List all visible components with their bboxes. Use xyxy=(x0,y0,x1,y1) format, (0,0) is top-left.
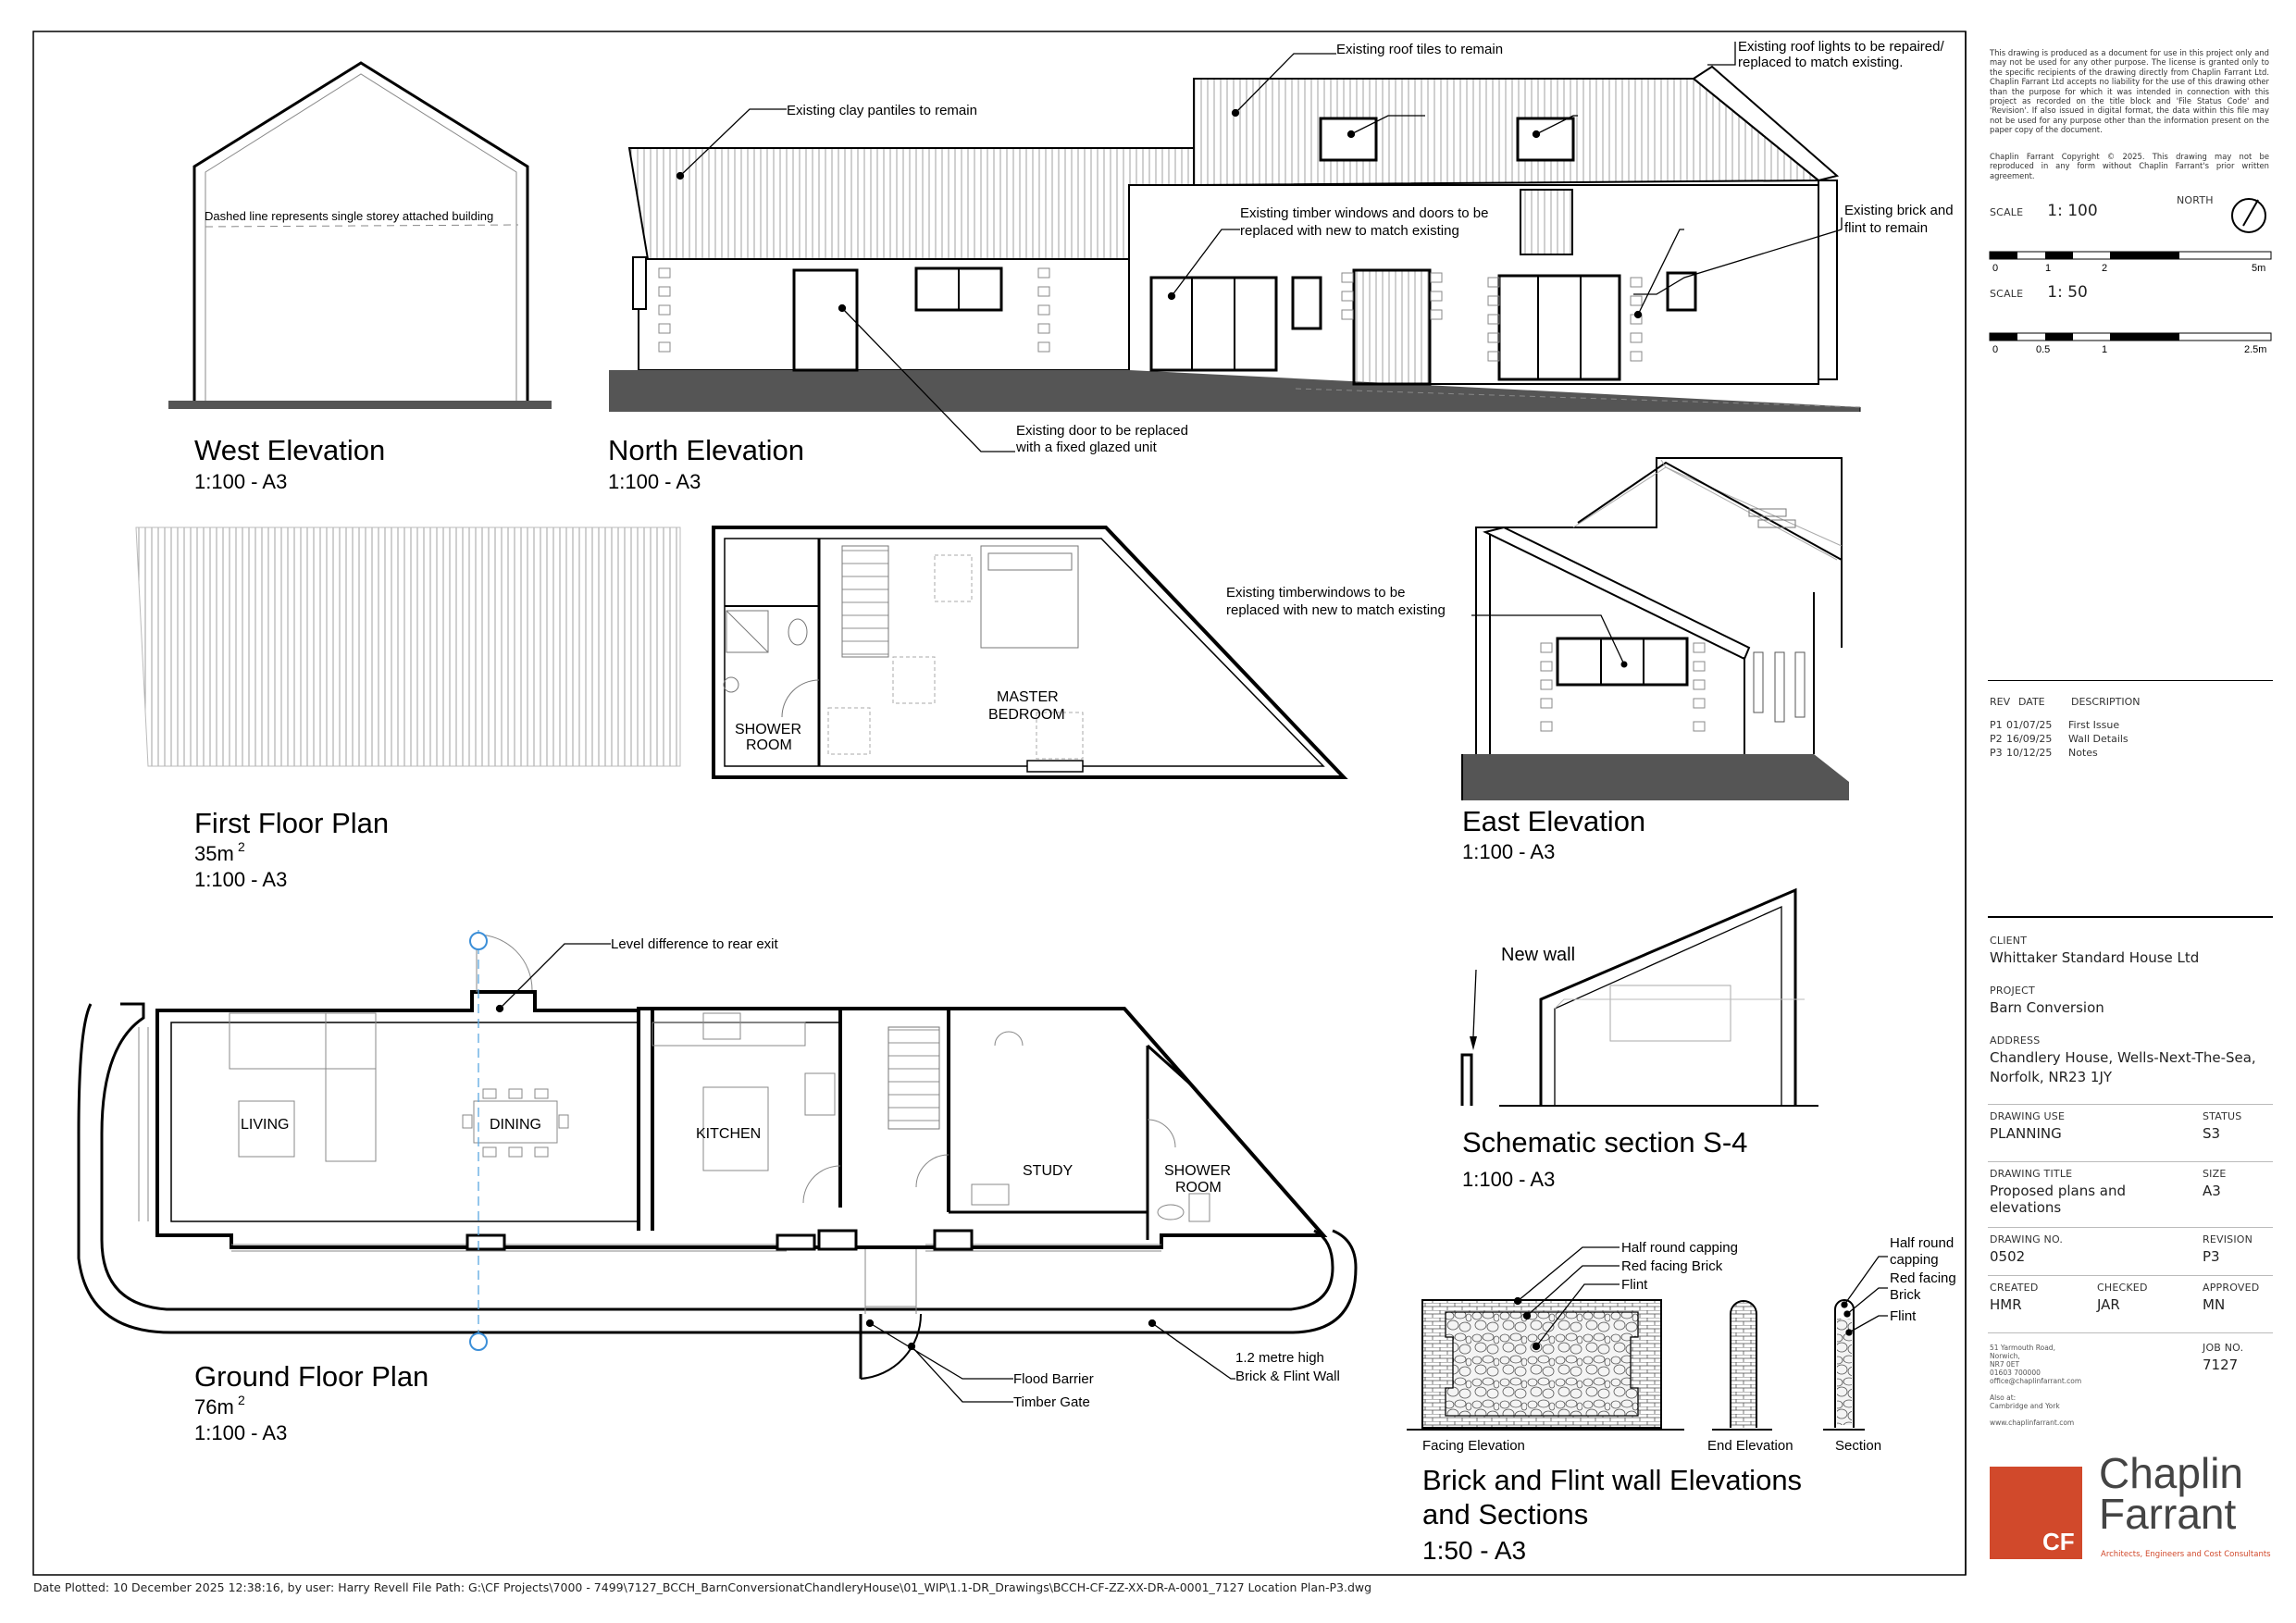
logo-mark: CF xyxy=(2042,1528,2075,1555)
client-value: Whittaker Standard House Ltd xyxy=(1990,949,2200,966)
project-block xyxy=(1990,985,2104,1016)
use-block xyxy=(1990,1110,2065,1142)
status-label: STATUS xyxy=(2203,1110,2242,1122)
east-elevation xyxy=(1226,458,1849,863)
bar1-tick-2: 2 xyxy=(2102,263,2108,274)
west-elevation xyxy=(168,63,552,493)
size-block xyxy=(2203,1168,2227,1199)
north-label-block xyxy=(2177,190,2214,207)
bf-section: Section xyxy=(1835,1438,1882,1454)
first-floor-area: 35m xyxy=(194,842,234,865)
ground-floor-area: 76m xyxy=(194,1395,234,1419)
disclaimer: This drawing is produced as a document for use in this project only and may not be used for any other purpose. The license is granted only to the specific recipients of the drawing directly from Chaplin Farrant Ltd. Chaplin Farrant Ltd accepts no liability for the use of this drawing other than the purpose for which it was intended in connection with this project as recorded on the title block and 'File Status Code' and 'Revision'. If also issued in digital format, the data within this file may not be used for any purpose other than the information present on the paper copy of the document. xyxy=(1990,48,2269,135)
created-value: HMR xyxy=(1990,1296,2022,1313)
ground-floor-scale: 1:100 - A3 xyxy=(194,1421,288,1444)
scale-bars xyxy=(1990,252,2271,355)
approved-block xyxy=(2203,1282,2259,1313)
checked-value: JAR xyxy=(2097,1296,2120,1313)
jobno-label: JOB NO. xyxy=(2203,1342,2244,1354)
scale2-label: SCALE xyxy=(1990,288,2024,300)
schematic-title: Schematic section S-4 xyxy=(1462,1126,1748,1158)
address-block xyxy=(1990,1035,2256,1085)
east-note-1: Existing timberwindows to be xyxy=(1226,585,1406,601)
office-line: Also at: xyxy=(1990,1394,2017,1402)
project-label: PROJECT xyxy=(1990,985,2035,997)
jobno-value: 7127 xyxy=(2203,1357,2239,1373)
note-brick-2: flint to remain xyxy=(1844,220,1929,236)
bf-cap-b: capping xyxy=(1890,1252,1939,1268)
ground-floor-title: Ground Floor Plan xyxy=(194,1360,429,1393)
note-wall-1: 1.2 metre high xyxy=(1235,1350,1324,1366)
office-line: Cambridge and York xyxy=(1990,1402,2060,1410)
bar1-tick-3: 5m xyxy=(2252,263,2266,274)
dtitle-line-1: Proposed plans and xyxy=(1990,1183,2127,1199)
east-note-2: replaced with new to match existing xyxy=(1226,602,1446,618)
rev-2-date: 16/09/25 xyxy=(2006,733,2053,745)
bf-red-b: Brick xyxy=(1890,1287,1921,1303)
scale1-label: SCALE xyxy=(1990,206,2024,218)
first-floor-plan xyxy=(136,527,1344,891)
note-timber-2: replaced with new to match existing xyxy=(1240,223,1459,239)
bf-title-1: Brick and Flint wall Elevations xyxy=(1422,1464,1803,1496)
approved-value: MN xyxy=(2203,1296,2226,1313)
note-brick-1: Existing brick and xyxy=(1844,203,1954,218)
bf-red-a: Red facing xyxy=(1890,1270,1956,1286)
note-wall-2: Brick & Flint Wall xyxy=(1235,1369,1340,1384)
north-elevation-title: North Elevation xyxy=(608,434,804,466)
created-label: CREATED xyxy=(1990,1282,2039,1294)
status-value: S3 xyxy=(2203,1125,2221,1142)
rev-header-desc: DESCRIPTION xyxy=(2071,696,2141,708)
dno-block xyxy=(1990,1233,2063,1265)
note-roof-lights-1: Existing roof lights to be repaired/ xyxy=(1738,39,1944,55)
dno-label: DRAWING NO. xyxy=(1990,1233,2064,1245)
first-floor-area-sup: 2 xyxy=(238,839,245,854)
rev-3-rev: P3 xyxy=(1990,747,2003,759)
dtitle-label: DRAWING TITLE xyxy=(1990,1168,2073,1180)
rev-2-rev: P2 xyxy=(1990,733,2003,745)
scale2-value: 1: 50 xyxy=(2047,283,2088,302)
gf-study-label: STUDY xyxy=(1023,1163,1074,1179)
client-block xyxy=(1990,935,2199,966)
north-label: NORTH xyxy=(2177,194,2214,206)
plot-footer: Date Plotted: 10 December 2025 12:38:16, by user: Harry Revell File Path: G:\CF Projects\7000 - 7499\7127_BCCH_BarnConversionatChandleryHouse\01_WIP\1.1-DR_Drawings\BCCH-CF-ZZ-XX-DR-A-0001_7127 Location Plan-P3.dwg xyxy=(33,1580,1372,1594)
logo-line-1: Chaplin xyxy=(2099,1449,2243,1497)
checked-label: CHECKED xyxy=(2097,1282,2148,1294)
west-dashed-note: Dashed line represents single storey attached building xyxy=(205,209,494,223)
bar2-tick-2: 1 xyxy=(2102,344,2108,355)
note-flood: Flood Barrier xyxy=(1013,1371,1094,1387)
jobno-block xyxy=(2203,1342,2243,1373)
rev-header-date: DATE xyxy=(2018,696,2045,708)
office-line: Norwich, xyxy=(1990,1352,2020,1360)
size-label: SIZE xyxy=(2203,1168,2227,1180)
gf-living-label: LIVING xyxy=(241,1117,290,1133)
gf-shower-label-2: ROOM xyxy=(1175,1180,1222,1196)
status-block xyxy=(2203,1110,2241,1142)
dno-value: 0502 xyxy=(1990,1248,2026,1265)
gf-kitchen-label: KITCHEN xyxy=(696,1126,762,1142)
west-elevation-scale: 1:100 - A3 xyxy=(194,470,288,493)
office-line: office@chaplinfarrant.com xyxy=(1990,1377,2082,1385)
north-arrow-icon xyxy=(2232,199,2265,232)
bf-capping: Half round capping xyxy=(1621,1240,1738,1256)
note-roof-tiles: Existing roof tiles to remain xyxy=(1336,42,1504,57)
ground-floor-area-sup: 2 xyxy=(238,1393,245,1407)
ff-shower-label-1: SHOWER xyxy=(735,722,801,737)
scale2-block xyxy=(1990,283,2088,302)
gf-shower-label-1: SHOWER xyxy=(1164,1163,1231,1179)
ground-floor-plan xyxy=(79,930,1356,1444)
first-floor-scale: 1:100 - A3 xyxy=(194,868,288,891)
bar2-tick-3: 2.5m xyxy=(2244,344,2267,355)
ff-master-label-2: BEDROOM xyxy=(988,707,1065,723)
project-value: Barn Conversion xyxy=(1990,999,2104,1016)
note-roof-lights-2: replaced to match existing. xyxy=(1738,55,1904,70)
use-value: PLANNING xyxy=(1990,1125,2062,1142)
bf-end: End Elevation xyxy=(1707,1438,1793,1454)
bf-cap-a: Half round xyxy=(1890,1235,1955,1251)
bf-title-2: and Sections xyxy=(1422,1498,1589,1530)
client-label: CLIENT xyxy=(1990,935,2028,947)
address-line-1: Chandlery House, Wells-Next-The-Sea, xyxy=(1990,1049,2256,1066)
rev-1-desc: First Issue xyxy=(2068,719,2120,731)
address-line-2: Norfolk, NR23 1JY xyxy=(1990,1069,2113,1085)
west-elevation-title: West Elevation xyxy=(194,434,386,466)
rev-header-rev: REV xyxy=(1990,696,2011,708)
approved-label: APPROVED xyxy=(2203,1282,2260,1294)
bf-scale: 1:50 - A3 xyxy=(1422,1536,1527,1565)
use-label: DRAWING USE xyxy=(1990,1110,2066,1122)
scale1-block xyxy=(1990,202,2098,220)
bf-flint-b: Flint xyxy=(1890,1308,1917,1324)
logo-wordmark xyxy=(2099,1449,2243,1538)
rev-1-rev: P1 xyxy=(1990,719,2003,731)
revision-label: REVISION xyxy=(2203,1233,2253,1245)
new-wall-note: New wall xyxy=(1501,945,1576,965)
rev-3-date: 10/12/25 xyxy=(2006,747,2053,759)
copyright: Chaplin Farrant Copyright © 2025. This drawing may not be reproduced in any form without Chaplin Farrant's prior written agreement. xyxy=(1990,152,2269,180)
logo xyxy=(1990,1467,2082,1559)
east-elevation-scale: 1:100 - A3 xyxy=(1462,840,1556,863)
revision-block xyxy=(2203,1233,2253,1265)
bar2-tick-0: 0 xyxy=(1992,344,1999,355)
size-value: A3 xyxy=(2203,1183,2221,1199)
rev-3-desc: Notes xyxy=(2068,747,2098,759)
logo-tagline: Architects, Engineers and Cost Consultants xyxy=(2101,1550,2271,1559)
logo-line-2: Farrant xyxy=(2099,1490,2237,1538)
note-timber-1: Existing timber windows and doors to be xyxy=(1240,205,1489,221)
note-door-1: Existing door to be replaced xyxy=(1016,423,1188,439)
created-block xyxy=(1990,1282,2039,1313)
gf-dining-label: DINING xyxy=(490,1117,541,1133)
address-label: ADDRESS xyxy=(1990,1035,2041,1047)
ff-shower-label-2: ROOM xyxy=(746,737,792,753)
north-elevation xyxy=(608,39,1954,493)
ff-master-label-1: MASTER xyxy=(997,689,1059,705)
bf-facing: Facing Elevation xyxy=(1422,1438,1525,1454)
bar1-tick-0: 0 xyxy=(1992,263,1999,274)
brick-flint-details xyxy=(1407,1235,1956,1565)
office-website: www.chaplinfarrant.com xyxy=(1990,1419,2075,1427)
bar2-tick-1: 0.5 xyxy=(2036,344,2051,355)
note-pantiles: Existing clay pantiles to remain xyxy=(787,103,977,118)
rev-2-desc: Wall Details xyxy=(2068,733,2128,745)
schematic-section xyxy=(1462,890,1818,1191)
dtitle-line-2: elevations xyxy=(1990,1199,2062,1216)
office-line: 01603 700000 xyxy=(1990,1369,2041,1377)
checked-block xyxy=(2097,1282,2148,1313)
office-line: NR7 0ET xyxy=(1990,1360,2020,1369)
bf-red-brick: Red facing Brick xyxy=(1621,1258,1723,1274)
dtitle-block xyxy=(1990,1168,2126,1216)
first-floor-title: First Floor Plan xyxy=(194,807,390,839)
office-line: 51 Yarmouth Road, xyxy=(1990,1344,2055,1352)
schematic-scale: 1:100 - A3 xyxy=(1462,1168,1556,1191)
east-elevation-title: East Elevation xyxy=(1462,805,1646,837)
note-level: Level difference to rear exit xyxy=(611,936,778,952)
revision-value: P3 xyxy=(2203,1248,2220,1265)
bar1-tick-1: 1 xyxy=(2045,263,2052,274)
rev-1-date: 01/07/25 xyxy=(2006,719,2053,731)
north-elevation-scale: 1:100 - A3 xyxy=(608,470,701,493)
note-gate: Timber Gate xyxy=(1013,1394,1090,1410)
note-door-2: with a fixed glazed unit xyxy=(1016,440,1157,455)
scale1-value: 1: 100 xyxy=(2047,202,2098,220)
bf-flint: Flint xyxy=(1621,1277,1648,1293)
office-address xyxy=(1990,1344,2081,1427)
